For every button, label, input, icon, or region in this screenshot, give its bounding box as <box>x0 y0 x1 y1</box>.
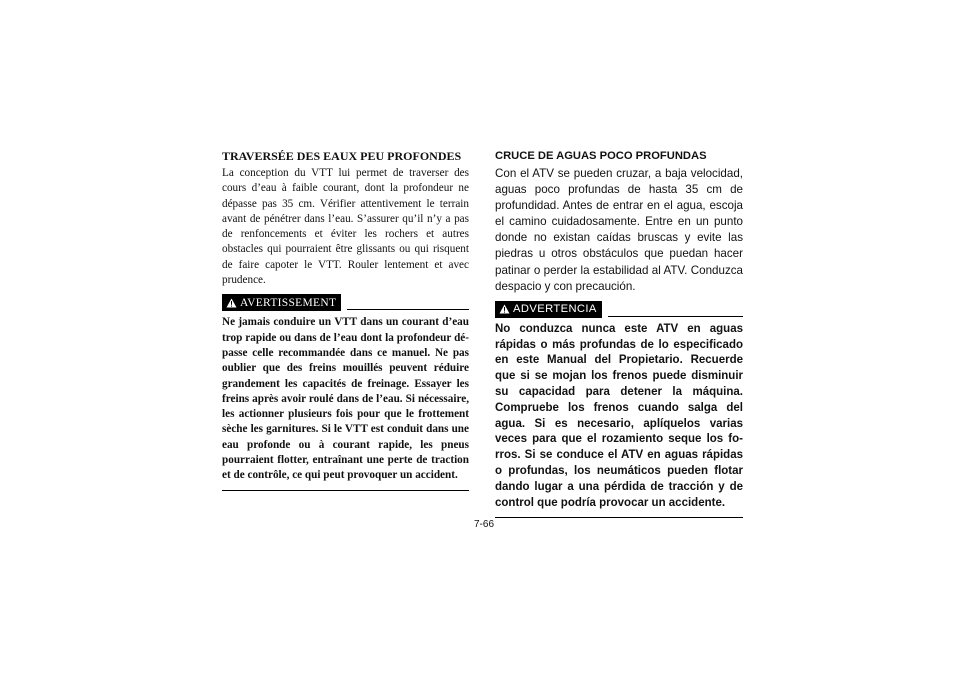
warning-triangle-icon <box>226 298 237 308</box>
spanish-warning-label: ADVERTENCIA <box>513 303 597 316</box>
spanish-warning-header-rule <box>608 316 743 317</box>
french-warning-badge <box>222 294 341 311</box>
french-warning-header-rule <box>347 309 469 310</box>
spanish-warning-header <box>495 299 743 318</box>
french-warning-bottom-rule <box>222 490 469 491</box>
spanish-column <box>495 148 743 518</box>
spanish-warning-badge <box>495 301 602 318</box>
spanish-warning-bottom-rule <box>495 517 743 518</box>
spanish-heading: CRUCE DE AGUAS POCO PROFUNDAS <box>495 150 707 162</box>
french-warning-text: Ne jamais conduire un VTT dans un courant d’eau trop rapide ou dans de l’eau dont la profondeur dépasse celle recommandée dans ce manuel. Ne pas oublier que des freins mouillés peuvent réduire grandement les capacités de freinage. Essayer les freins après avoir roulé dans de l’eau. Si nécessaire, les actionner plusieurs fois pour que le frottement sèche les garnitures. Si le VTT est conduit dans une eau profonde ou à courant rapide, les pneus pourraient flotter, entraînant une perte de traction et de contrôle, ce qui peut provoquer un accident. <box>222 316 469 482</box>
spanish-body-text: Con el ATV se pueden cruzar, a baja velocidad, aguas poco profundas de hasta 35 cm de profundidad. Antes de entrar en el agua, escoja el camino cuidadosamente. Entre en un punto donde no existan caídas bruscas y evite las piedras u otros obstáculos que puedan hacer patinar o perder la estabilidad al ATV. Conduzca despacio y con precaución. <box>495 167 743 293</box>
french-body-text: La conception du VTT lui permet de traverser des cours d’eau à faible courant, dont la profondeur ne dépasse pas 35 cm. Vérifier attentivement le terrain avant de pénétrer dans l’eau. S’assurer qu’il n’y a pas de renfoncements et éviter les rochers et autres obstacles qui pourraient être glissants ou qui risquent de faire capoter le VTT. Rouler lentement et avec prudence. <box>222 167 469 287</box>
spanish-warning-text: No conduzca nunca este ATV en aguas rápidas o más profundas de lo especificado en este Manual del Propietario. Recuerde que si se mojan los frenos puede disminuir su capacidad para detener la máquina. Compruebe los frenos cuando salga del agua. Si es necesario, aplíquelos varias veces para que el rozamiento seque los forros. Si se conduce el ATV en aguas rápidas o profundas, los neumáticos pueden flotar dando lugar a una pérdida de tracción y de control que podría provocar un accidente. <box>495 322 743 509</box>
french-heading: TRAVERSÉE DES EAUX PEU PROFONDES <box>222 149 462 163</box>
page-number: 7-66 <box>473 519 494 530</box>
french-warning-header <box>222 292 469 311</box>
warning-triangle-icon <box>499 304 510 314</box>
french-column <box>222 148 469 491</box>
french-warning-label: AVERTISSEMENT <box>240 296 337 309</box>
